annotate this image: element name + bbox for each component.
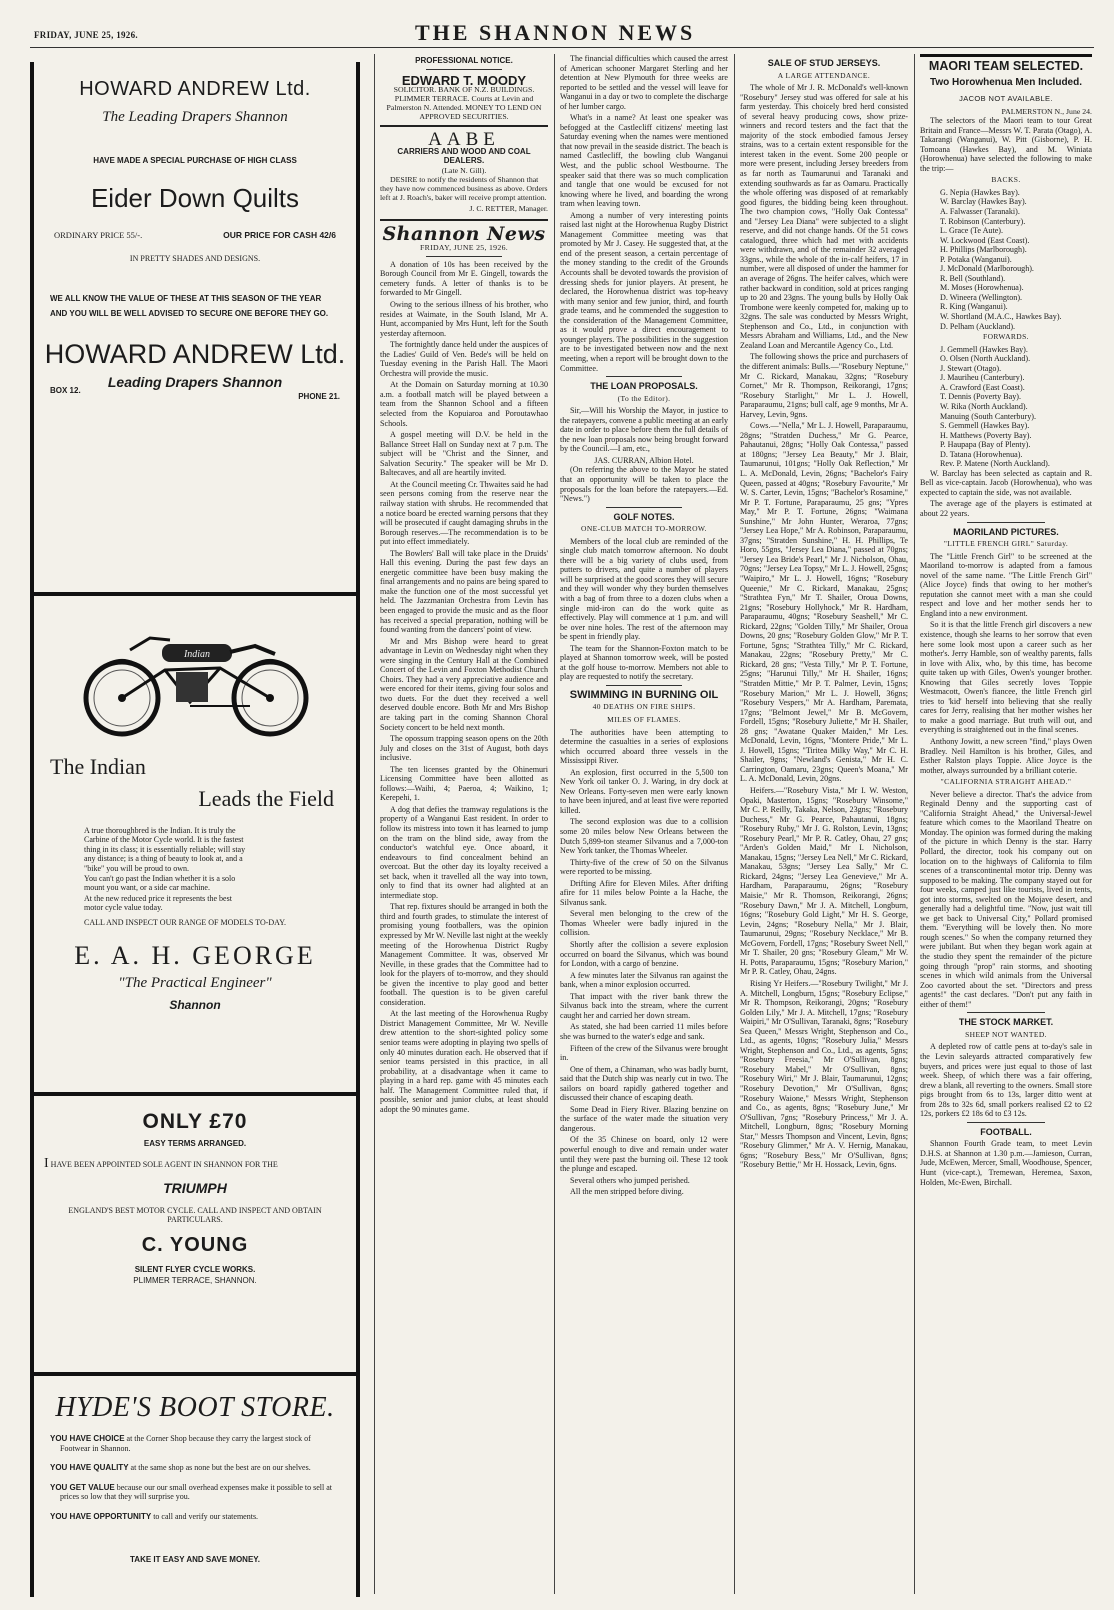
flag-title: Shannon News xyxy=(382,222,546,245)
ad-bullet-text: at the same shop as none but the best are on our shelves. xyxy=(130,1463,311,1472)
ad-product: Eider Down Quilts xyxy=(90,183,300,213)
column-rule xyxy=(554,54,555,1594)
paragraph: Members of the local club are reminded of the single club match tomorrow afternoon. No doubt there will be a big variety of clubs used, from putters to drivers, and quite a number of players will be surprised at the good scores they will secure and they will wonder why they burden themselves with a bag of from three to a dozen clubs when a single mid-iron can do the work quite as effectively. Play will commence at 1 p.m. and will be over nine holes. The rest of the afternoon may be spent in friendly play. xyxy=(560,536,728,642)
ad-body-para: At the new reduced price it represents the best motor cycle value today. xyxy=(84,893,232,913)
paragraph: The second explosion was due to a collision some 20 miles below New Orleans between the Dutch 5,899-ton steamer Silvanus and a 7,000-ton New York tanker, the Thomas Wheeler. xyxy=(560,817,728,856)
ad-price-headline: ONLY £70 xyxy=(142,1110,248,1133)
pictures-subheading: "LITTLE FRENCH GIRL" Saturday. xyxy=(943,539,1069,549)
ad-divider xyxy=(34,1372,356,1376)
paragraph: Shortly after the collision a severe explosion occurred on board the Silvanus, which was bound for London, with a cargo of benzine. xyxy=(560,940,728,969)
swim-subheading: 40 DEATHS ON FIRE SHIPS. xyxy=(592,702,696,712)
loan-signature: JAS. CURRAN, Albion Hotel. xyxy=(594,455,694,465)
paragraph: J. Stewart (Otago). xyxy=(940,363,1002,373)
backs-list xyxy=(920,188,1092,331)
paragraph: P. Haupapa (Bay of Plenty). xyxy=(940,440,1031,450)
divider xyxy=(606,685,682,686)
professional-notice xyxy=(380,56,548,121)
paragraph: The whole of Mr J. R. McDonald's well-known "Rosebury" Jersey stud was offered for sale at his farm yesterday. This choicely bred herd consisted of several heavy producing cows, show prize-winners and record testers and the fact that the majority of the stock embodied famous Jersey strains, was to a certain extent responsible for the interest taken in the event. Some 200 people or more were present, including Jersey breeders from as far north as Taumarunui and Taranaki and extending southwards as far as Oamaru. Practically the whole offering was disposed of at remarkably good figures, the bidding being keen throughout. The two champion cows, "Holly Oak Contessa" and "Jersey Lea Diana" were subjected to a slight reserve, and did not change hands. Of the 51 cows catalogued, three which had met with accidents were withdrawn, and of the remainder 32 averaged 33gns., while the whole of the in-calf heifers, 17 in number, were all disposed of under the hammer for an average of 26gns. The heifer calves, which were rather backward in condition, sold at prices ranging up to 20 and 23gns. The young bulls by Holly Oak Trombone were keenly competed for, making up to 32gns. The sale was conducted by Messrs Wright, Stephenson and Co., Ltd., in conjunction with Messrs Abraham and Williams, Ltd., and the New Zealand Loan and Mercantile Agency Co., Ltd. xyxy=(740,83,908,350)
paragraph: R. Bell (Southland). xyxy=(940,273,1006,283)
team-subheading-2: JACOB NOT AVAILABLE. xyxy=(959,94,1053,103)
paragraph: Mr and Mrs Bishop were heard to great advantage in Levin on Wednesday night when they were singing in the Century Hall at the Combined Concert of the Levin and Foxton Methodist Church Choirs. They had a very appreciative audience and were encored for their items, giving four solos and two duets. For the duet they received a well deserved double encore. Both Mr and Mrs Bishop are taking part in the coming Shannon Choral Society concert to be held next month. xyxy=(380,636,548,732)
golf-heading: GOLF NOTES. xyxy=(613,511,675,522)
paragraph: The financial difficulties which caused the arrest of American schooner Margaret Sterling and her detention at New Plymouth for three weeks are reported to be settled and the vessel will leave for Wanganui in a day or two to complete the discharge of her lumber cargo. xyxy=(560,54,728,111)
ad-divider xyxy=(34,1092,356,1096)
tank-brand: Indian xyxy=(183,649,211,660)
paragraph: A. Crawford (East Coast). xyxy=(940,382,1025,392)
california-para: Never believe a director. That's the advice from Reginald Denny and the supporting cast of "California Straight Ahead," the Universal-Jewel feature which comes to the Maoriland Theatre on Monday. The opinion was formed during the making of the picture in which Denny is the star. Harry Pollard, the director, took his company out on location on to the highways of California to film scenes of a transcontinental motor trip. Denny was supposed to be making. The company stayed out for four weeks, camped just like tourists, lived in tents, got into storms, swelted on the Mojave desert, and generally had a delightful time. "Now, just wait till we get back to Universal City," Pollard promised them. "Everything will be lovely then. No more rough scenes." So when the company returned they were jubilant. But when they began work again at the studio they spent the remainder of the picture going through "prop" rain storms, and shooting scenes in which wild animals from the Universal Zoo cavorted about the set. "Directors and press agents!" the cast declares. "Don't put any faith in either of them!" xyxy=(920,789,1092,1009)
masthead xyxy=(30,22,1094,48)
ad-dealer-name: E. A. H. GEORGE xyxy=(74,940,316,970)
paragraph: That rep. fixtures should be arranged in both the third and fourth grades, to stimulate the interest of promising young footballers, was the opinion expressed by Mr W. Neville last night at the weekly meeting of the Horowhenua District Rugby Management Committee. It was, observed Mr Neville, in these grades that the Committee had to look for the players of to-morrow, and they should be given the incentive to play good and better football. The question is to be given careful consideration. xyxy=(380,902,548,1007)
team-age: The average age of the players is estimated at about 22 years. xyxy=(920,499,1092,518)
notice-name: EDWARD T. MOODY xyxy=(401,72,527,88)
paragraph: The team for the Shannon-Foxton match to be played at Shannon tomorrow week, will be posted at the golf house to-morrow. Members not able to play are requested to notify the secretary. xyxy=(560,643,728,682)
ad-bullet-text: because our our small overhead expenses make it possible to sell at prices so low that they will surprise you. xyxy=(60,1482,333,1501)
team-subheading: Two Horowhenua Men Included. xyxy=(929,77,1083,88)
paragraph: O. Olsen (North Auckland). xyxy=(940,354,1031,364)
sale-subheading: A LARGE ATTENDANCE. xyxy=(777,70,871,80)
swim-items xyxy=(560,728,728,1197)
california-heading: "CALIFORNIA STRAIGHT AHEAD." xyxy=(940,777,1072,787)
swim-heading: SWIMMING IN BURNING OIL xyxy=(569,688,719,701)
ad-terms: EASY TERMS ARRANGED. xyxy=(143,1139,247,1148)
sale-heading: SALE OF STUD JERSEYS. xyxy=(767,58,881,68)
ad-bullet-text: at the Corner Shop because they carry the largest stock of Footwear in Shannon. xyxy=(60,1434,311,1453)
column-rule xyxy=(374,54,375,1594)
paragraph: A. Falwasser (Taranaki). xyxy=(940,207,1020,217)
paragraph: Cows.—"Nella," Mr L. J. Howell, Paraparaumu, 28gns; "Stratden Duchess," Mr G. Pearce, Pahautanui, 28gns; "Holly Oak Contessa," passed at 180gns; "Jersey Lea Beauty," Mr J. Blair, Taumarunui, 101gns; "Holly Oak Reflection," Mr L. A. McDonald, Levin, 26gns; "Bachelor's Fairy Queen, passed at 40gns; "Rosebury Favourite," Mr W. S. Carter, Levin, 15gns; "Bachelor's Rosamine," Mr P. T. Fortune, Paraparaumu, 25 gns; "Ypres May," Mr P. T. Fortune, 26gns; "Waimana Sunshine," Mr John Hunter, Weraroa, 77gns; "Jersey Lea Hope," Mr A. Robinson, Paraparaumu, 37gns; "Stratden Sunshine," H. H. Phillips, Te Horo, 55gns, "Jersey Lea Diana," passed at 70gns; "Jersey Lea Bride's Pearl," Mr J. Nicholson, Ohau, 70gns; "Jersey Lea Topsy," Mr L. J. Howell, 25gns; "Waipiro," Mr L. J. Howell, 16gns; "Rosebury Queenie," Mr C. Rickard, Manakau, 25gns; "Strathtea Fyn," Mr T. Shailer, Oroua Downs, 21gns; "Rosebury Hollyhock," Mr R. Hardham, Paraparaumu, 40gns; "Rosebury Seashell," Mr C. Rickard, 22gns; "Golden Tilly," Mr Shailer, Oroua Downs, 20 gns; "Rosebury Golden Glow," Mr P. T. Fortune, 5gns; "Strathtea Tilly," Mr C. Rickard, Manakau, 22gns; "Rosebury Pretty," Mr C. Rickard, 28 gns; "Vesta Tilly," Mr P. T. Fortune, 25gns; "Harunui Tilly," Mr H. Shailer, 16gns; "Stratden Mittie," Mr P. T. Palmer, Levin, 15gns; "Rosebury Marion," Mr L. J. Howell, 36gns; "Rosebury Vespers," Mr A. Hardham, Paremata, 17gns; "Belmont Jewel," Mr B. McGovern, Fordell, 15gns; "Rosebury Juliette," Mr H. Shailer, 28 gns; "Awatane Quaker Maiden," Mr Les. McDonald, Levin, 16gns, "Montere Pride," Mr L. J. Howell, 15gns; "Tiritea Milky Way," Mr C. H. Shailer, 9gns; "Newland's Genista," Mr H. C. Carrington, Oamaru, 23gns; Queen's Moana," Mr L. A. McDonald, Levin, 20gns. xyxy=(740,421,908,784)
paragraph: W. Rika (North Auckland). xyxy=(940,401,1028,411)
paragraph: Fifteen of the crew of the Silvanus were brought in. xyxy=(560,1043,728,1063)
stock-subheading: SHEEP NOT WANTED. xyxy=(965,1029,1047,1039)
ad-bullet xyxy=(34,1483,356,1502)
hydes-boot-store-ad xyxy=(34,1392,356,1564)
paragraph: The Bowlers' Ball will take place in the Druids' Hall this evening. During the past few days an energetic committee have been busy making the final arrangements and no pains are being spared to make the function one of the most successful yet held. The Jazzmanian Orchestra from Levin has been engaged to provide the music and as the floor has received a special preparation, nothing will be found wanting from the dancers' point of view. xyxy=(380,548,548,635)
paragraph: The following shows the price and purchasers of the different animals: Bulls.—"Rosebury Neptune," Mr C. Rickard, Manakau, 32gns; "Rosebury Cornet," Mr R. Thompson, Reikorangi, 17gns; "Rosebury Starlight," Mr L. J. Howell, Paraparaumu, 21gns; bull calf, age 9 months, Mr A. Harvey, Levin, 9gns. xyxy=(740,352,908,419)
c-young-ad xyxy=(34,1110,356,1285)
paragraph: All the men stripped before diving. xyxy=(570,1187,684,1197)
paragraph: At the Council meeting Cr. Thwaites said he had seen persons coming from the reserve near the railway station with shrubs. He recommended that a notice board be erected warning persons that they will be prosecuted if caught damaging shrubs in the Borough reserves.—The recommendation is to be put into effect immediately. xyxy=(380,479,548,547)
aabe-body: DESIRE to notify the residents of Shannon that they have now commenced business as above. Orders left at J. Roach's, baker will receive prompt attention. xyxy=(380,174,548,202)
divider xyxy=(606,507,682,508)
divider xyxy=(967,522,1044,523)
paragraph: D. Wineera (Wellington). xyxy=(940,292,1023,302)
paragraph: A dog that defies the tramway regulations is the property of a Wanganui East resident. In order to follow its mistress into town it has learned to jump on the tram on the blind side, away from the conductor's watchful eye. Once aboard, it endeavours to find concealment behind an overcoat. But the other day its loyalty received a set back, when it travelled all the way into town, only to find that its owner had alighted at an intermediate stop. xyxy=(380,804,548,900)
paragraph: Several men belonging to the crew of the Thomas Wheeler were badly injured in the collision. xyxy=(560,909,728,938)
forwards-list xyxy=(920,345,1092,469)
ad-value-note: WE ALL KNOW THE VALUE OF THESE AT THIS SEASON OF THE YEAR AND YOU WILL BE WELL ADVISED TO SECURE ONE BEFORE THEY GO. xyxy=(50,294,329,318)
paragraph: What's in a name? At least one speaker was befogged at the Castlecliff citizens' meeting last Saturday evening when the names were mentioned that now prevail in the seaside district. The beach is named Castlecliff, the bowling club Wanganui West, and the public school Westbourne. The speaker said that there was so much complication and tangle that one would be excused for not knowing where he lived, and boarding the wrong tram when leaving town. xyxy=(560,113,728,209)
paragraph: That impact with the river bank threw the Silvanus back into the stream, where the current caught her and carried her down stream. xyxy=(560,991,728,1020)
paragraph: G. Nepia (Hawkes Bay). xyxy=(940,187,1020,197)
ad-address: PLIMMER TERRACE, SHANNON. xyxy=(133,1276,257,1285)
ad-phone: PHONE 21. xyxy=(298,392,340,401)
ad-box: BOX 12. xyxy=(50,386,81,395)
paragraph: At the last meeting of the Horowhenua Rugby District Management Committee, Mr W. Neville drew attention to the short-sighted policy some senior teams were adopting in playing two spells of only 40 minutes duration each. He observed that if senior teams persisted in this practice, in all probability, at a disadvantage when it came to playing in a hard rep. game with 45 minutes each half. The Management Committee ruled that, if possible, senior and junior clubs, at least should adopt the 90 minutes game. xyxy=(380,1009,548,1114)
ad-tagline: The Leading Drapers Shannon xyxy=(102,109,288,125)
advertisement-column xyxy=(30,62,360,1597)
ad-body xyxy=(34,826,356,913)
paragraph: A gospel meeting will D.V. be held in the Ballance Street Hall on Sunday next at 7 p.m. The subject will be "Christ and the Sinner, and Salvation Security." The speaker will be Mr D. Baltecaves, and all are heartily invited. xyxy=(380,430,548,478)
aabe-trade: CARRIERS AND WOOD AND COAL DEALERS. xyxy=(397,146,531,166)
paragraph: L. Grace (Te Aute). xyxy=(940,226,1004,236)
editorial-flag xyxy=(380,219,548,257)
paragraph: P. Potaka (Wanganui). xyxy=(940,254,1012,264)
ad-body-para: You can't go past the Indian whether it is a solo mount you want, or a side car machine. xyxy=(84,874,236,893)
paragraph: D. Pelham (Auckland). xyxy=(940,321,1016,331)
paragraph: So it is that the little French girl discovers a new existence, though she learns to her sorrow that even here some look most upon a career such as her mother's. Jerry Hamble, son of wealthy parents, falls in love with Alix, who, by this time, has become quite taken up with Giles, Owen's younger brother. Knowing that Giles secretly loves Toppie Westmacott, Owen's fiancee, the little French girl tries to 'kid' herself into believing that she really cares for Jerry, realising that her mother wishes her to make a good marriage. But truth will out, and everything is straightened out in the final scenes. xyxy=(920,620,1092,735)
loan-heading: THE LOAN PROPOSALS. xyxy=(590,381,698,392)
paragraph: H. Matthews (Poverty Bay). xyxy=(940,430,1032,440)
stock-para: A depleted row of cattle pens at to-day's sale in the Levin saleyards attracted comparatively few buyers, and prices were just equal to those of last week. Sheep, of which there was a fair offering, drew a blank, all reverting to the owners. Small store pigs brought from 6s to 13s, larger ditto went at from 28s to 32s 6d, small porkers realised £2 to £2 12s, porkers £2 18s 6d to £3 12s. xyxy=(920,1042,1092,1119)
ad-brand: TRIUMPH xyxy=(163,1180,227,1196)
paragraph: M. Moses (Horowhenua). xyxy=(940,283,1024,293)
indian-motorcycle-ad xyxy=(34,610,356,1012)
golf-items xyxy=(560,537,728,682)
paragraph: Some Dead in Fiery River. Blazing benzine on the surface of the water made the situation very dangerous. xyxy=(560,1104,728,1133)
paragraph: J. McDonald (Marlborough). xyxy=(940,264,1034,274)
ad-store-name: HYDE'S BOOT STORE. xyxy=(55,1392,335,1423)
aabe-late: (Late N. Gill). xyxy=(441,165,487,175)
paragraph: W. Shortland (M.A.C., Hawkes Bay). xyxy=(940,312,1062,322)
paragraph: A donation of 10s has been received by the Borough Council from Mr E. Gingell, towards the cemetery funds. A letter of thanks is to be forwarded to Mr Gingell. xyxy=(380,259,548,298)
football-para: Shannon Fourth Grade team, to meet Levin D.H.S. at Shannon at 1.30 p.m.—Jamieson, Curran, Jude, McEwen, Mercer, Small, Woodhouse, Spencer, Hunt (vice-capt.), Tremewan, Heremea, Saxon, Holden, Mc-Ewen, Birchall. xyxy=(920,1139,1092,1187)
forwards-heading: FORWARDS. xyxy=(983,332,1029,342)
column-rule xyxy=(734,54,735,1594)
ad-headline-2: Leads the Field xyxy=(198,786,334,811)
paragraph: Several others who jumped perished. xyxy=(570,1175,690,1185)
divider xyxy=(967,1122,1044,1123)
ad-call-note: CALL AND INSPECT OUR RANGE OF MODELS TO-DAY. xyxy=(84,917,286,927)
swim-subheading-2: MILES OF FLAMES. xyxy=(607,715,681,724)
loan-editor-note: (On referring the above to the Mayor he stated that an opportunity will be taken to place the proposals for the loan before the ratepayers.—Ed. "News.") xyxy=(560,465,728,504)
sale-items xyxy=(740,83,908,1170)
pictures-items xyxy=(920,552,1092,776)
ad-divider xyxy=(34,592,356,596)
ad-dealer-tagline: "The Practical Engineer" xyxy=(118,974,272,991)
paragraph: W. Lockwood (East Coast). xyxy=(940,235,1030,245)
paragraph: At the Domain on Saturday morning at 10.30 a.m. a football match will be played between a team from the Shannon School and a fifteen selected from the Kopuiaroa and Poroutawhao Schools. xyxy=(380,380,548,428)
motorcycle-illustration xyxy=(70,610,320,740)
ad-bullet-text: to call and verify our statements. xyxy=(153,1511,259,1521)
ad-tagline-2: Leading Drapers Shannon xyxy=(107,374,283,390)
paragraph: Rising Yr Heifers.—"Rosebury Twilight," Mr J. A. Mitchell, Longburn, 15gns; "Rosebury Eclipse," Mr R. Thompson, Reikorangi, 20gns; "Rosebury Golden Lily," Mr J. A. Mitchell, 17gns; "Rosebury Waipiri," Mr O'Sullivan, Taranaki, 8gns; "Rosebury Sea Queen," Messrs Wright, Stephenson and Co., Ltd., as agents, 10gns; "Rosebury Julia," Messrs Wright, Stephenson and Co., Ltd., as agents, 5gns; "Rosebury Freesia," Mr O'Sullivan, 8gns; "Rosebury Mabel," Mr O'Sullivan, 8gns; "Rosebury Wiri," Mr J. Blair, Taumarunui, 12gns; "Rosebury Devotion," Mr O'Sullivan, 8gns; "Rosebury Waione," Messrs Wright, Stephenson and Co., as agents, 8gns; "Rosebury June," Mr O'Sullivan, 7gns; "Rosebury Princess," Mr J. A. Mitchell, Longburn, 8gns; "Rosebury Morning Star," Messrs Thompson and Vincent, Levin, 8gns; "Rosebury Glimmer," Mr A. V. Hernig, Manakau, 6gns; "Rosebury Bess," Mr O'Sullivan, 8gns; "Rosebury Bettie," Mr H. Hossack, Levin, 6gns. xyxy=(740,978,908,1170)
aabe-signature: J. C. RETTER, Manager. xyxy=(469,203,548,213)
aabe-notice xyxy=(380,125,548,213)
paragraph: D. Tatana (Horowhenua). xyxy=(940,449,1023,459)
pictures-heading: MAORILAND PICTURES. xyxy=(953,526,1059,537)
team-dateline: PALMERSTON N., June 24. xyxy=(1001,106,1092,116)
news-column-4 xyxy=(740,54,908,1599)
paragraph: Anthony Jowitt, a new screen "find," plays Owen Bradley. Neil Hamilton is his brother, Giles, and Esther Ralston plays Toppie. Alice Joyce is the mother, always surrounded by a brilliant coterie. xyxy=(920,737,1092,775)
issue-date: FRIDAY, JUNE 25, 1926. xyxy=(34,30,138,40)
paragraph: Rev. P. Matene (North Auckland). xyxy=(940,459,1050,469)
paragraph: Among a number of very interesting points raised last night at the Horowhenua Rugby District Management Committee meeting was that promoted by Mr J. Casey. He suggested that, at the end of the present season, a certain percentage of the money standing to the credit of the Grounds Accounts shall be devoted towards the provision of dressing sheds for junior players. At present, he declared, the Horowhenua district was top-heavy with many senior and few junior, third, and fourth grade teams, and he commended the suggestion to the consideration of the Management Committee, as it would prove a direct encouragement to younger players. The possibilities in the suggestion are to be investigated between now and the next meeting, when a report will be brought down to the Committee. xyxy=(560,210,728,373)
paragraph: Thirty-five of the crew of 50 on the Silvanus were reported to be missing. xyxy=(560,857,728,877)
ad-contact xyxy=(34,386,356,401)
ad-motor-note: ENGLAND'S BEST MOTOR CYCLE. CALL AND INSPECT AND OBTAIN PARTICULARS. xyxy=(68,1206,322,1224)
ad-bullet xyxy=(34,1512,356,1522)
paragraph: J. Gemmell (Hawkes Bay). xyxy=(940,344,1028,354)
ad-bullet-cap: YOU HAVE CHOICE xyxy=(50,1434,125,1443)
ad-shades: IN PRETTY SHADES AND DESIGNS. xyxy=(129,254,261,263)
ad-body-para: A true thoroughbred is the Indian. It is truly the Carbine of the Motor Cycle world. It is the fastest thing in its class; it is essentially reliable; will stay any distance; is a thing of beauty to look at, and a "bike" you will be proud to own. xyxy=(84,826,246,873)
backs-heading: BACKS. xyxy=(991,175,1021,185)
ad-dealer-name: C. YOUNG xyxy=(141,1234,249,1256)
paragraph: T. Dennis (Poverty Bay). xyxy=(940,392,1021,402)
ad-firm-name-2: HOWARD ANDREW Ltd. xyxy=(44,339,346,369)
paragraph: The ten licenses granted by the Ohinemuri Licensing Committee have been allotted as follows:—Waihi, 4; Paeroa, 4; Waikino, 1; Kerepehi, 1. xyxy=(380,764,548,803)
divider xyxy=(426,69,502,70)
paragraph: An explosion, first occurred in the 5,500 ton New York oil tanker O. J. Waring, in dry dock at New Orleans. Forty-seven men were early known to have been injured, and at least five were reported killed. xyxy=(560,767,728,815)
loan-to-editor: (To the Editor). xyxy=(617,393,671,403)
local-news xyxy=(380,260,548,1115)
paragraph: Drifting Afire for Eleven Miles. After drifting afire for 11 miles below Pointe a la Hache, the Silvanus sank. xyxy=(560,878,728,907)
ad-works: SILENT FLYER CYCLE WORKS. xyxy=(134,1265,256,1274)
news-column-2 xyxy=(380,54,548,1599)
ad-slogan: TAKE IT EASY AND SAVE MONEY. xyxy=(130,1555,260,1564)
ad-headline-1: The Indian xyxy=(50,754,146,779)
paragraph: W. Barclay (Hawkes Bay). xyxy=(940,197,1027,207)
flag-date: FRIDAY, JUNE 25, 1926. xyxy=(419,243,509,253)
ad-cash-price: OUR PRICE FOR CASH 42/6 xyxy=(223,230,336,240)
notice-heading: PROFESSIONAL NOTICE. xyxy=(415,56,513,65)
ad-agent-note: I HAVE BEEN APPOINTED SOLE AGENT IN SHANNON FOR THE xyxy=(44,1156,278,1171)
paragraph: A few minutes later the Silvanus ran against the bank, when a minor explosion occurred. xyxy=(560,970,728,990)
golf-subheading: ONE-CLUB MATCH TO-MORROW. xyxy=(581,524,707,534)
paragraph: As stated, she had been carried 11 miles before she was burned to the water's edge and sank. xyxy=(560,1022,728,1041)
paragraph: Heifers.—"Rosebury Vista," Mr I. W. Weston, Opaki, Masterton, 15gns; "Rosebury Winsome," Mr C. P. Reilly, Takaka, Nelson, 23gns; "Rosebury Duchess," Mr G. Pearce, Pahautanui, 18gns; "Rosebury Ruby," Mr J. G. Rolston, Levin, 13gns; "Rosebury Pearl," Mr P. R. Catley, Ohau, 27 gns; "Arden's Golden Maid," Mr I. Nicholson, Manakau, 15gns; "Jersey Lea Nell," Mr C. Rickard, Manakau, 53gns; "Jersey Lea Sally," Mr C. Rickard, 24gns; "Jersey Lea Genevieve," Mr A. Hardham, Paraparaumu, 26gns; "Rosebury Maisie," Mr R. Thomson, Reikorangi, 26gns; "Rosebury Dawn," Mr J. A. Mitchell, Longburn, 16gns; "Rosebury Gold Light," Mr H. S. George, Levin, 24gns; "Rosebury Nella," Mr J. Blair, Taumarunui, 29gns; "Rosebury Necklace," Mr B. McGovern, Fordell, 17gns; "Rosebury Sweet Nell," Mr T. Shailer, 20 gns; "Rosebury Gleam," Mr W. H. Potts, Paraparaumu, 15gns; "Rosebury Marion," Mr P. R. Catley, Ohau, 24gns. xyxy=(740,786,908,977)
loan-letter: Sir,—Will his Worship the Mayor, in justice to the ratepayers, convene a public meeting at an early date in order to place before them the full details of the new loan proposals now being brought forward by the Council.—I am, etc., xyxy=(560,406,728,454)
paragraph: J. Mauriheu (Canterbury). xyxy=(940,373,1025,383)
paragraph: R. King (Wanganui). xyxy=(940,302,1008,312)
ad-bullet xyxy=(34,1434,356,1453)
paragraph: The fortnightly dance held under the auspices of the Ladies' Guild of Ven. Bede's will be held on Tuesday evening in the Parish Hall. The Maori Orchestra will provide the music. xyxy=(380,340,548,378)
divider xyxy=(606,376,682,377)
ad-bullet xyxy=(34,1463,356,1473)
howard-andrew-ad xyxy=(34,78,356,401)
paragraph: Of the 35 Chinese on board, only 12 were powerful enough to dive and remain under water until they were past the burning oil. These 12 took the plunge and escaped. xyxy=(560,1135,728,1174)
maori-team-article xyxy=(920,54,1092,519)
team-intro: The selectors of the Maori team to tour Great Britain and France—Messrs W. T. Parata (Otago), A. Takarangi (Wanganui), W. Pitt (Gisborne), P. H. Tomoana (Hawkes Bay), and M. Winiata (Horowhenua) have selected the following to make the trip:— xyxy=(920,116,1092,173)
news-items xyxy=(560,54,728,373)
ad-special-purchase: HAVE MADE A SPECIAL PURCHASE OF HIGH CLASS xyxy=(93,156,297,165)
stock-heading: THE STOCK MARKET. xyxy=(958,1017,1054,1028)
news-column-3 xyxy=(560,54,728,1599)
ad-bullet-cap: YOU HAVE QUALITY xyxy=(50,1463,129,1472)
news-column-5 xyxy=(920,54,1092,1599)
aabe-name: AABE xyxy=(428,129,500,151)
paper-title: THE SHANNON NEWS xyxy=(415,20,696,45)
team-heading: MAORI TEAM SELECTED. xyxy=(928,59,1084,73)
notice-details: SOLICITOR. BANK OF N.Z. BUILDINGS. PLIMMER TERRACE. Courts at Levin and Palmerston N. Attended. MONEY TO LEND ON APPROVED SECURITIES. xyxy=(386,85,542,122)
ad-bullet-cap: YOU GET VALUE xyxy=(50,1482,115,1492)
paragraph: Manuing (South Canterbury). xyxy=(940,411,1036,421)
ad-dealer-town: Shannon xyxy=(169,997,221,1012)
divider xyxy=(426,256,502,257)
paragraph: The authorities have been attempting to determine the casualties in a series of explosions which occurred aboard three vessels in the Mississippi River. xyxy=(560,727,728,766)
team-close: W. Barclay has been selected as captain and R. Bell as vice-captain. Jacob (Horowhenua), who was expected to captain the side, was not available. xyxy=(920,468,1092,497)
paragraph: T. Robinson (Canterbury). xyxy=(940,216,1026,226)
ad-prices xyxy=(34,230,356,240)
ad-ordinary-price: ORDINARY PRICE 55/-. xyxy=(54,230,143,240)
ad-firm-name: HOWARD ANDREW Ltd. xyxy=(79,78,311,100)
football-heading: FOOTBALL. xyxy=(980,1126,1032,1137)
divider xyxy=(967,1012,1044,1013)
paragraph: Owing to the serious illness of his brother, who resides at Waimate, in the South Island, Mr A. Hunt, accompanied by Mrs Hunt, left for the South yesterday afternoon. xyxy=(380,300,548,338)
ad-bullet-cap: YOU HAVE OPPORTUNITY xyxy=(50,1511,152,1521)
column-rule xyxy=(914,54,915,1594)
paragraph: One of them, a Chinaman, who was badly burnt, said that the Dutch ship was nearly cut in two. The sailors on board rapidly gathered together and discussed their chance of escaping death. xyxy=(560,1064,728,1103)
paragraph: H. Phillips (Marlborough). xyxy=(940,245,1027,255)
paragraph: The opossum trapping season opens on the 20th July and closes on the 31st of August, both days inclusive. xyxy=(380,734,548,763)
paragraph: S. Gemmell (Hawkes Bay). xyxy=(940,421,1030,431)
paragraph: The "Little French Girl" to be screened at the Maoriland to-morrow is adapted from a famous novel of the same name. "The Little French Girl" (Alice Joyce) finds that owing to her mother's reputation she cannot meet with a man she could respect and love and her mother sends her to England into a new environment. xyxy=(920,551,1092,618)
